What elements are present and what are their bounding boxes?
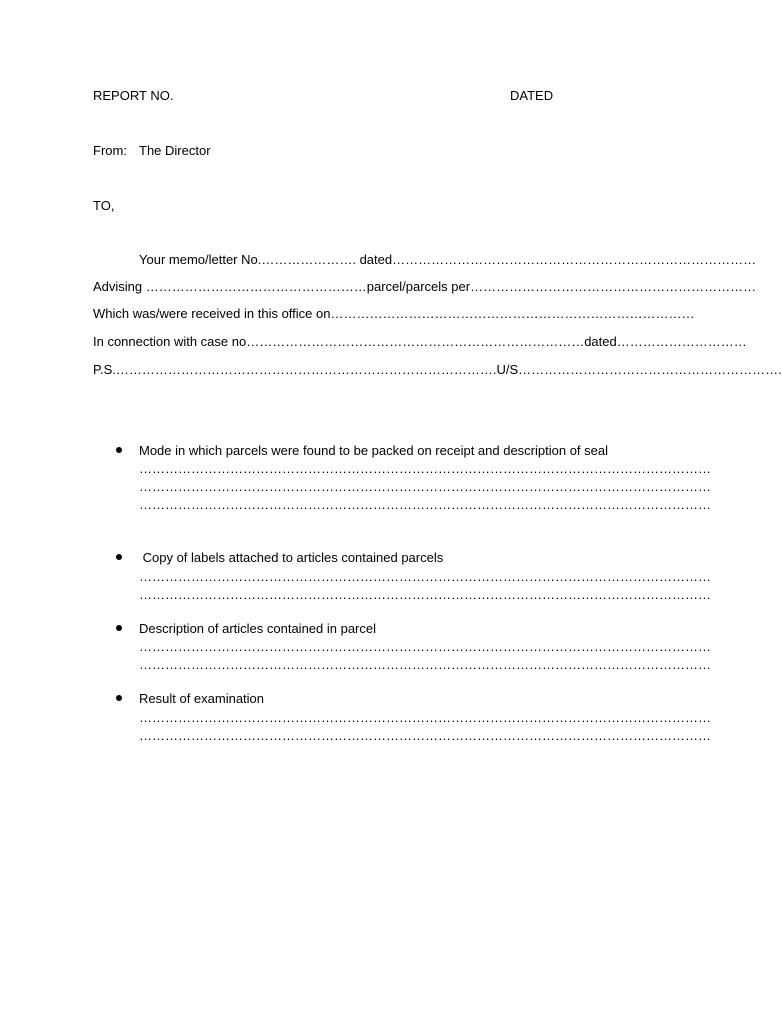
dotted-line: …………………………………………………………………………………………………………………… [139,639,711,654]
bullet-icon [116,447,122,453]
report-number-label: REPORT NO. [93,88,174,103]
bullet-icon [116,554,122,560]
received-line: Which was/were received in this office on………………………………………………………………………… [93,306,695,321]
bullet-icon [116,625,122,631]
dotted-line: …………………………………………………………………………………………………………………… [139,657,711,672]
from-value: The Director [139,143,211,158]
section-title-packing-seal: Mode in which parcels were found to be packed on receipt and description of seal [139,443,609,458]
dotted-line: …………………………………………………………………………………………………………………… [139,710,711,725]
dotted-line: …………………………………………………………………………………………………………………… [139,587,711,602]
from-label: From: [93,143,127,158]
dotted-line: …………………………………………………………………………………………………………………… [139,461,711,476]
bullet-icon [116,695,122,701]
police-station-line: P.S.…………………………………………………………………………….U/S……………………………………………………. [93,362,782,377]
section-title-examination: Result of examination [139,691,265,706]
dotted-line: …………………………………………………………………………………………………………………… [139,569,711,584]
section-title-labels: Copy of labels attached to articles contained parcels [139,550,444,565]
memo-line: Your memo/letter No.…………………. dated………………………………………………………………………… [139,252,757,267]
dated-label: DATED [510,88,554,103]
advising-line: Advising ……………………………………………parcel/parcels per………………………………………………………… [93,279,757,294]
dotted-line: …………………………………………………………………………………………………………………… [139,497,711,512]
dotted-line: …………………………………………………………………………………………………………………… [139,728,711,743]
to-label: TO, [93,198,115,213]
dotted-line: …………………………………………………………………………………………………………………… [139,479,711,494]
case-number-line: In connection with case no……………………………………………………………………dated………………………… [93,334,747,349]
section-title-articles: Description of articles contained in parcel [139,621,377,636]
